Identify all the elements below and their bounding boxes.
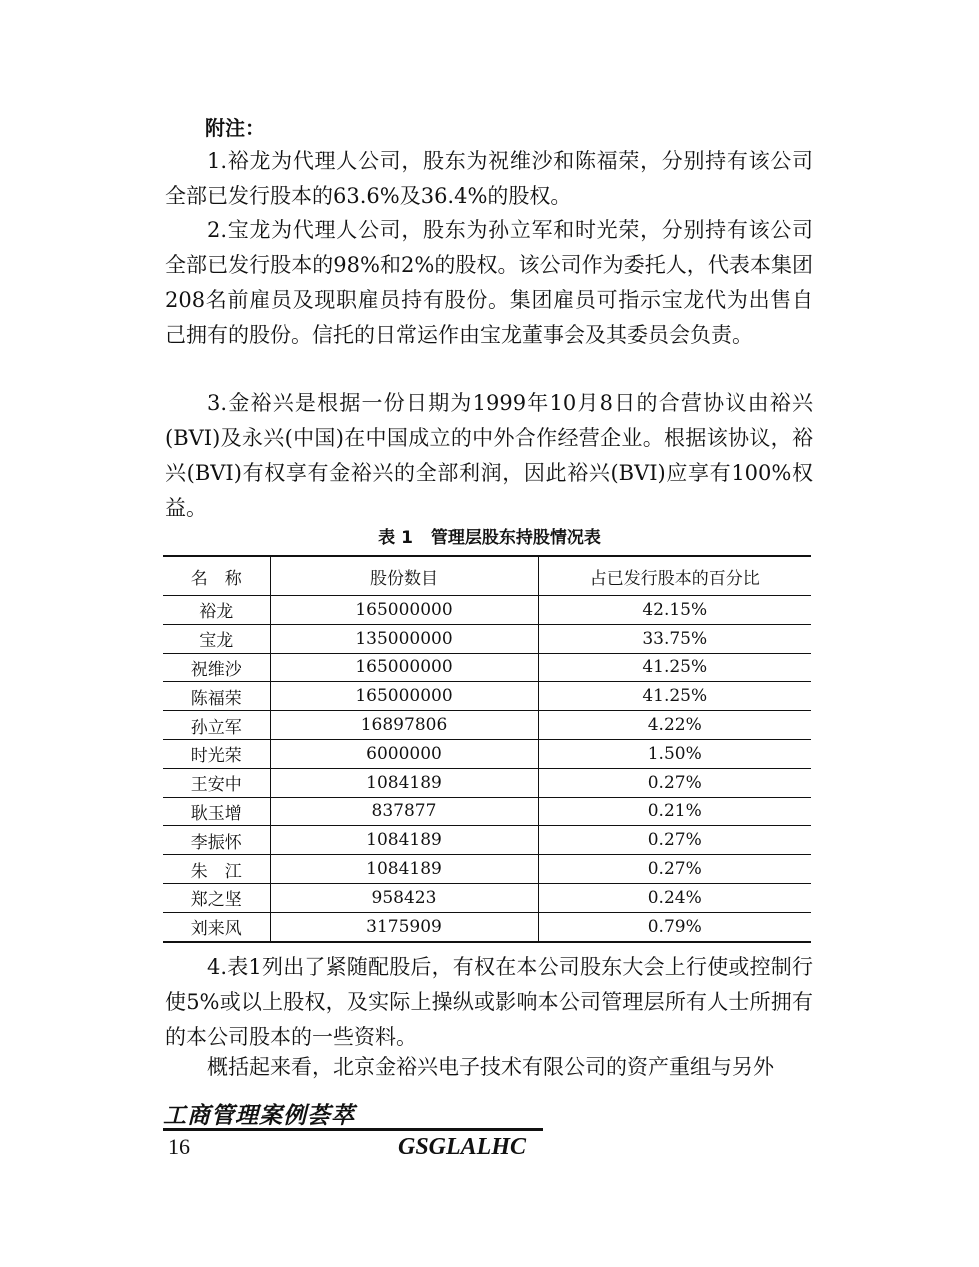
table-row bbox=[163, 682, 811, 711]
cell-name: 朱 江 bbox=[163, 855, 270, 884]
table-row bbox=[163, 883, 811, 912]
cell-percentage: 0.27% bbox=[538, 855, 811, 884]
note-paragraph-1: 1.裕龙为代理人公司，股东为祝维沙和陈福荣，分别持有该公司全部已发行股本的63.6%及36.4%的股权。 bbox=[165, 149, 813, 208]
cell-percentage: 0.27% bbox=[538, 826, 811, 855]
cell-percentage: 0.27% bbox=[538, 768, 811, 797]
cell-share-count: 1084189 bbox=[270, 768, 538, 797]
cell-percentage: 0.79% bbox=[538, 912, 811, 941]
cell-share-count: 1084189 bbox=[270, 826, 538, 855]
cell-percentage: 41.25% bbox=[538, 682, 811, 711]
header-share-count: 股份数目 bbox=[270, 556, 538, 596]
header-percentage: 占已发行股本的百分比 bbox=[538, 556, 811, 596]
cell-percentage: 33.75% bbox=[538, 624, 811, 653]
summary-paragraph: 概括起来看，北京金裕兴电子技术有限公司的资产重组与另外 bbox=[207, 1055, 774, 1079]
book-code: GSGLALHC bbox=[398, 1134, 527, 1160]
cell-name: 裕龙 bbox=[163, 596, 270, 625]
cell-share-count: 135000000 bbox=[270, 624, 538, 653]
note-paragraph-2: 2.宝龙为代理人公司，股东为孙立军和时光荣，分别持有该公司全部已发行股本的98%和2%的股权。该公司作为委托人，代表本集团208名前雇员及现职雇员持有股份。集团雇员可指示宝龙代为出售自己拥有的股份。信托的日常运作由宝龙董事会及其委员会负责。 bbox=[165, 218, 813, 347]
cell-percentage: 1.50% bbox=[538, 739, 811, 768]
cell-share-count: 958423 bbox=[270, 883, 538, 912]
shareholding-table bbox=[163, 555, 811, 943]
table-row bbox=[163, 653, 811, 682]
cell-share-count: 837877 bbox=[270, 797, 538, 826]
cell-name: 耿玉增 bbox=[163, 797, 270, 826]
note-heading: 附注： bbox=[205, 116, 265, 140]
note-paragraph-3: 3.金裕兴是根据一份日期为1999年10月8日的合营协议由裕兴(BVI)及永兴(中国)在中国成立的中外合作经营企业。根据该协议，裕兴(BVI)有权享有金裕兴的全部利润，因此裕兴(BVI)应享有100%权益。 bbox=[165, 391, 813, 520]
table-row bbox=[163, 739, 811, 768]
cell-percentage: 0.24% bbox=[538, 883, 811, 912]
table-row bbox=[163, 596, 811, 625]
cell-name: 宝龙 bbox=[163, 624, 270, 653]
cell-percentage: 41.25% bbox=[538, 653, 811, 682]
cell-name: 郑之坚 bbox=[163, 883, 270, 912]
table-row bbox=[163, 855, 811, 884]
cell-share-count: 165000000 bbox=[270, 653, 538, 682]
table-row bbox=[163, 797, 811, 826]
table-row bbox=[163, 912, 811, 941]
header-name: 名 称 bbox=[163, 556, 270, 596]
table-caption bbox=[0, 523, 979, 548]
cell-name: 李振怀 bbox=[163, 826, 270, 855]
cell-share-count: 16897806 bbox=[270, 711, 538, 740]
cell-share-count: 6000000 bbox=[270, 739, 538, 768]
cell-name: 孙立军 bbox=[163, 711, 270, 740]
table-row bbox=[163, 826, 811, 855]
table-row bbox=[163, 768, 811, 797]
table-header-row bbox=[163, 556, 811, 596]
book-title: 工商管理案例荟萃 bbox=[163, 1103, 355, 1128]
table-row bbox=[163, 711, 811, 740]
cell-name: 刘来风 bbox=[163, 912, 270, 941]
cell-percentage: 42.15% bbox=[538, 596, 811, 625]
cell-name: 陈福荣 bbox=[163, 682, 270, 711]
table-row bbox=[163, 624, 811, 653]
cell-name: 王安中 bbox=[163, 768, 270, 797]
cell-name: 时光荣 bbox=[163, 739, 270, 768]
page-number: 16 bbox=[168, 1134, 190, 1159]
cell-percentage: 4.22% bbox=[538, 711, 811, 740]
footer-rule bbox=[163, 1128, 543, 1131]
cell-percentage: 0.21% bbox=[538, 797, 811, 826]
note-paragraph-4: 4.表1列出了紧随配股后，有权在本公司股东大会上行使或控制行使5%或以上股权，及实际上操纵或影响本公司管理层所有人士所拥有的本公司股本的一些资料。 bbox=[165, 955, 813, 1049]
cell-share-count: 165000000 bbox=[270, 682, 538, 711]
cell-share-count: 3175909 bbox=[270, 912, 538, 941]
table-caption-label: 表 1 bbox=[378, 528, 413, 548]
cell-share-count: 165000000 bbox=[270, 596, 538, 625]
cell-name: 祝维沙 bbox=[163, 653, 270, 682]
table-caption-title: 管理层股东持股情况表 bbox=[430, 528, 601, 548]
cell-share-count: 1084189 bbox=[270, 855, 538, 884]
